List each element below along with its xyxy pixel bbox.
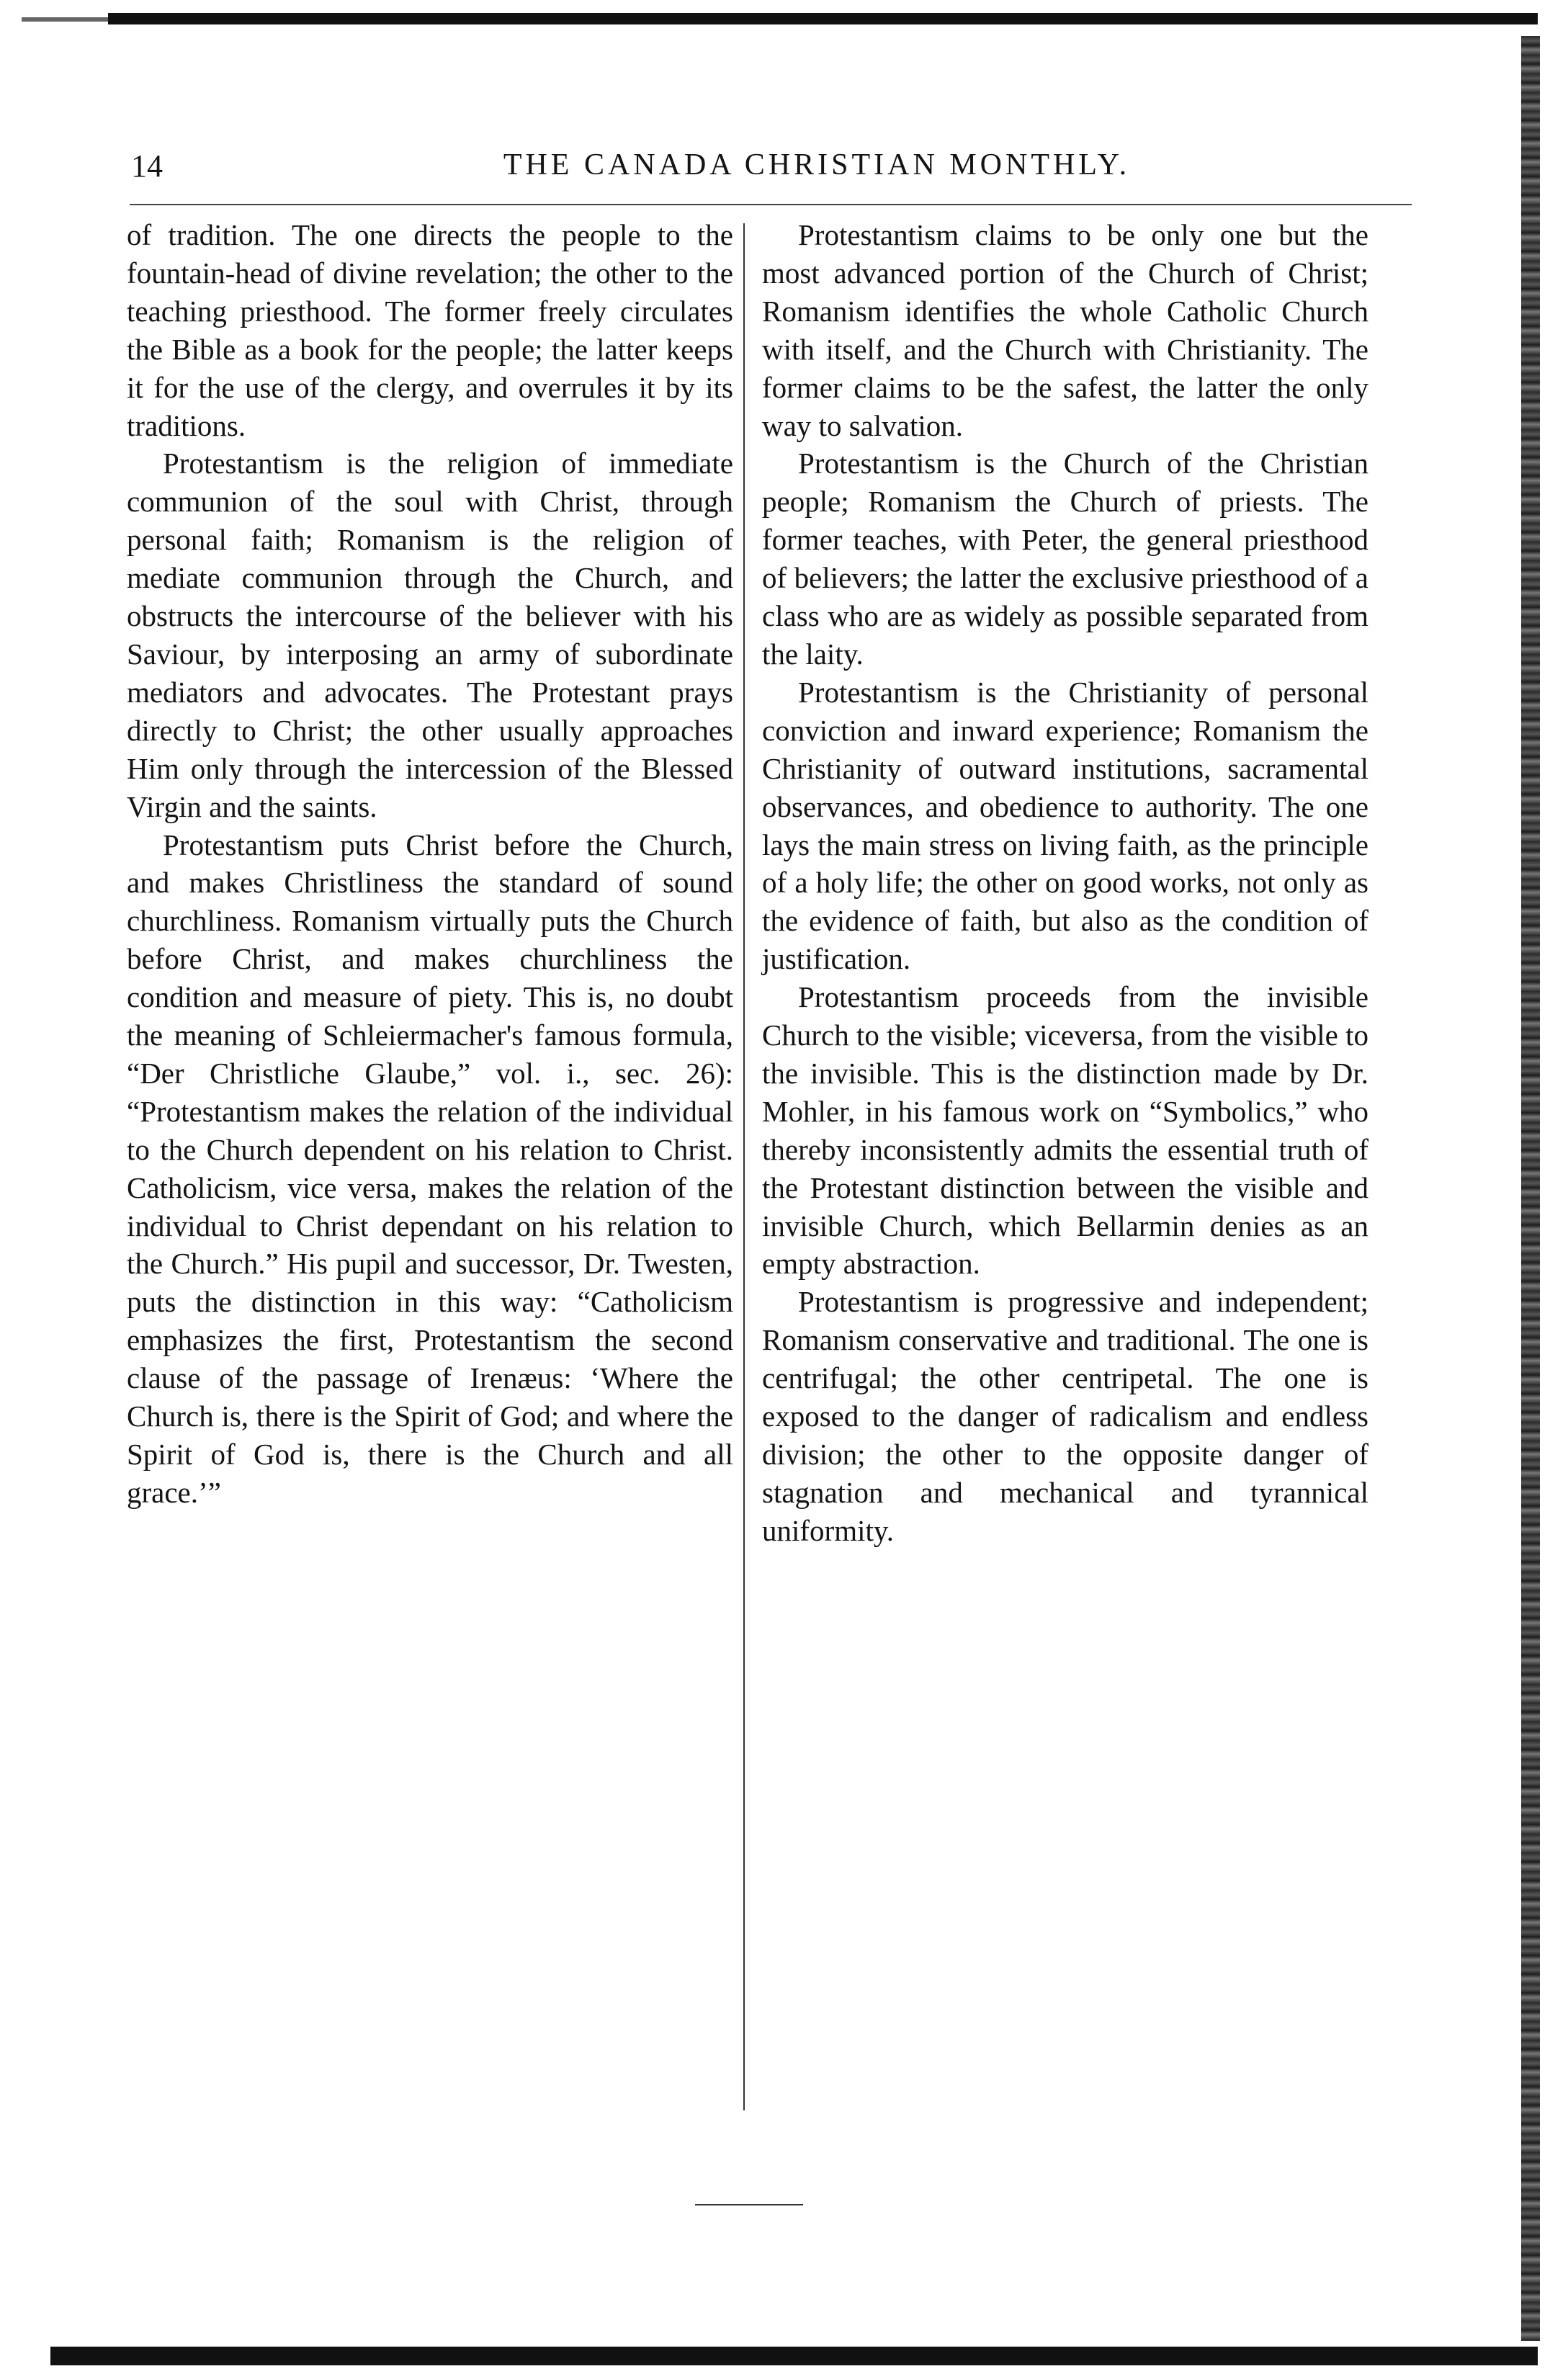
- top-edge-shadow: [22, 17, 115, 22]
- top-scan-border: [108, 13, 1538, 24]
- bottom-scan-border: [50, 2347, 1538, 2365]
- running-title: THE CANADA CHRISTIAN MONTHLY.: [503, 148, 1131, 182]
- end-rule: [695, 2204, 803, 2205]
- paragraph: Protestantism proceeds from the invisible Church to the visible; viceversa, from the visible to the invisible. This is the distinction made by Dr. Mohler, in his famous work on “Symbolics,” who thereby inconsistently admits the essential truth of the Protestant distinction between the visible and invisible Church, which Bellarmin denies as an empty abstraction.: [762, 980, 1368, 1281]
- right-scan-border: [1521, 36, 1540, 2341]
- page-number: 14: [131, 148, 163, 184]
- paragraph: Protestantism claims to be only one but the most advanced portion of the Church of Christ; Romanism identifies the whole Catholic Church with itself, and the Church with Christianity. The former claims to be the safest, the latter the only way to salvation.: [762, 218, 1368, 442]
- left-column: [127, 216, 733, 1512]
- paragraph: Protestantism puts Christ before the Church, and makes Christliness the standard of sound churchliness. Romanism virtually puts the Church before Christ, and makes churchliness the condition and measure of piety. This is, no doubt the meaning of Schleiermacher's famous formula, “Der Christliche Glaube,” vol. i., sec. 26): “Protestantism makes the relation of the individual to the Church dependent on his relation to Christ. Catholicism, vice versa, makes the relation of the individual to Christ dependant on his relation to the Church.” His pupil and successor, Dr. Twesten, puts the distinction in this way: “Catholicism emphasizes the first, Protestantism the second clause of the passage of Irenæus: ‘Where the Church is, there is the Spirit of God; and where the Spirit of God is, there is the Church and all grace.’”: [127, 828, 733, 1509]
- header-rule: [130, 204, 1412, 205]
- paragraph: Protestantism is progressive and independent; Romanism conservative and traditional. The one is centrifugal; the other centripetal. The one is exposed to the danger of radicalism and endless division; the other to the opposite danger of stagnation and mechanical and tyrannical uniformity.: [762, 1285, 1368, 1547]
- paragraph: Protestantism is the Church of the Christian people; Romanism the Church of priests. The former teaches, with Peter, the general priesthood of believers; the latter the exclusive priesthood of a class who are as widely as possible separated from the laity.: [762, 447, 1368, 671]
- paragraph: Protestantism is the religion of immediate communion of the soul with Christ, through personal faith; Romanism is the religion of mediate communion through the Church, and obstructs the intercourse of the believer with his Saviour, by interposing an army of subordinate mediators and advocates. The Protestant prays directly to Christ; the other usually approaches Him only through the intercession of the Blessed Virgin and the saints.: [127, 447, 733, 823]
- column-divider: [743, 223, 745, 2110]
- paragraph: Protestantism is the Christianity of personal conviction and inward experience; Romanism the Christianity of outward institutions, sacramental observances, and obedience to authority. The one lays the main stress on living faith, as the principle of a holy life; the other on good works, not only as the evidence of faith, but also as the condition of justification.: [762, 675, 1368, 976]
- page-header: [131, 148, 1492, 198]
- right-column: [762, 216, 1368, 1550]
- paragraph: of tradition. The one directs the people to the fountain-head of divine revelation; the other to the teaching priesthood. The former freely circulates the Bible as a book for the people; the latter keeps it for the use of the clergy, and overrules it by its traditions.: [127, 218, 733, 442]
